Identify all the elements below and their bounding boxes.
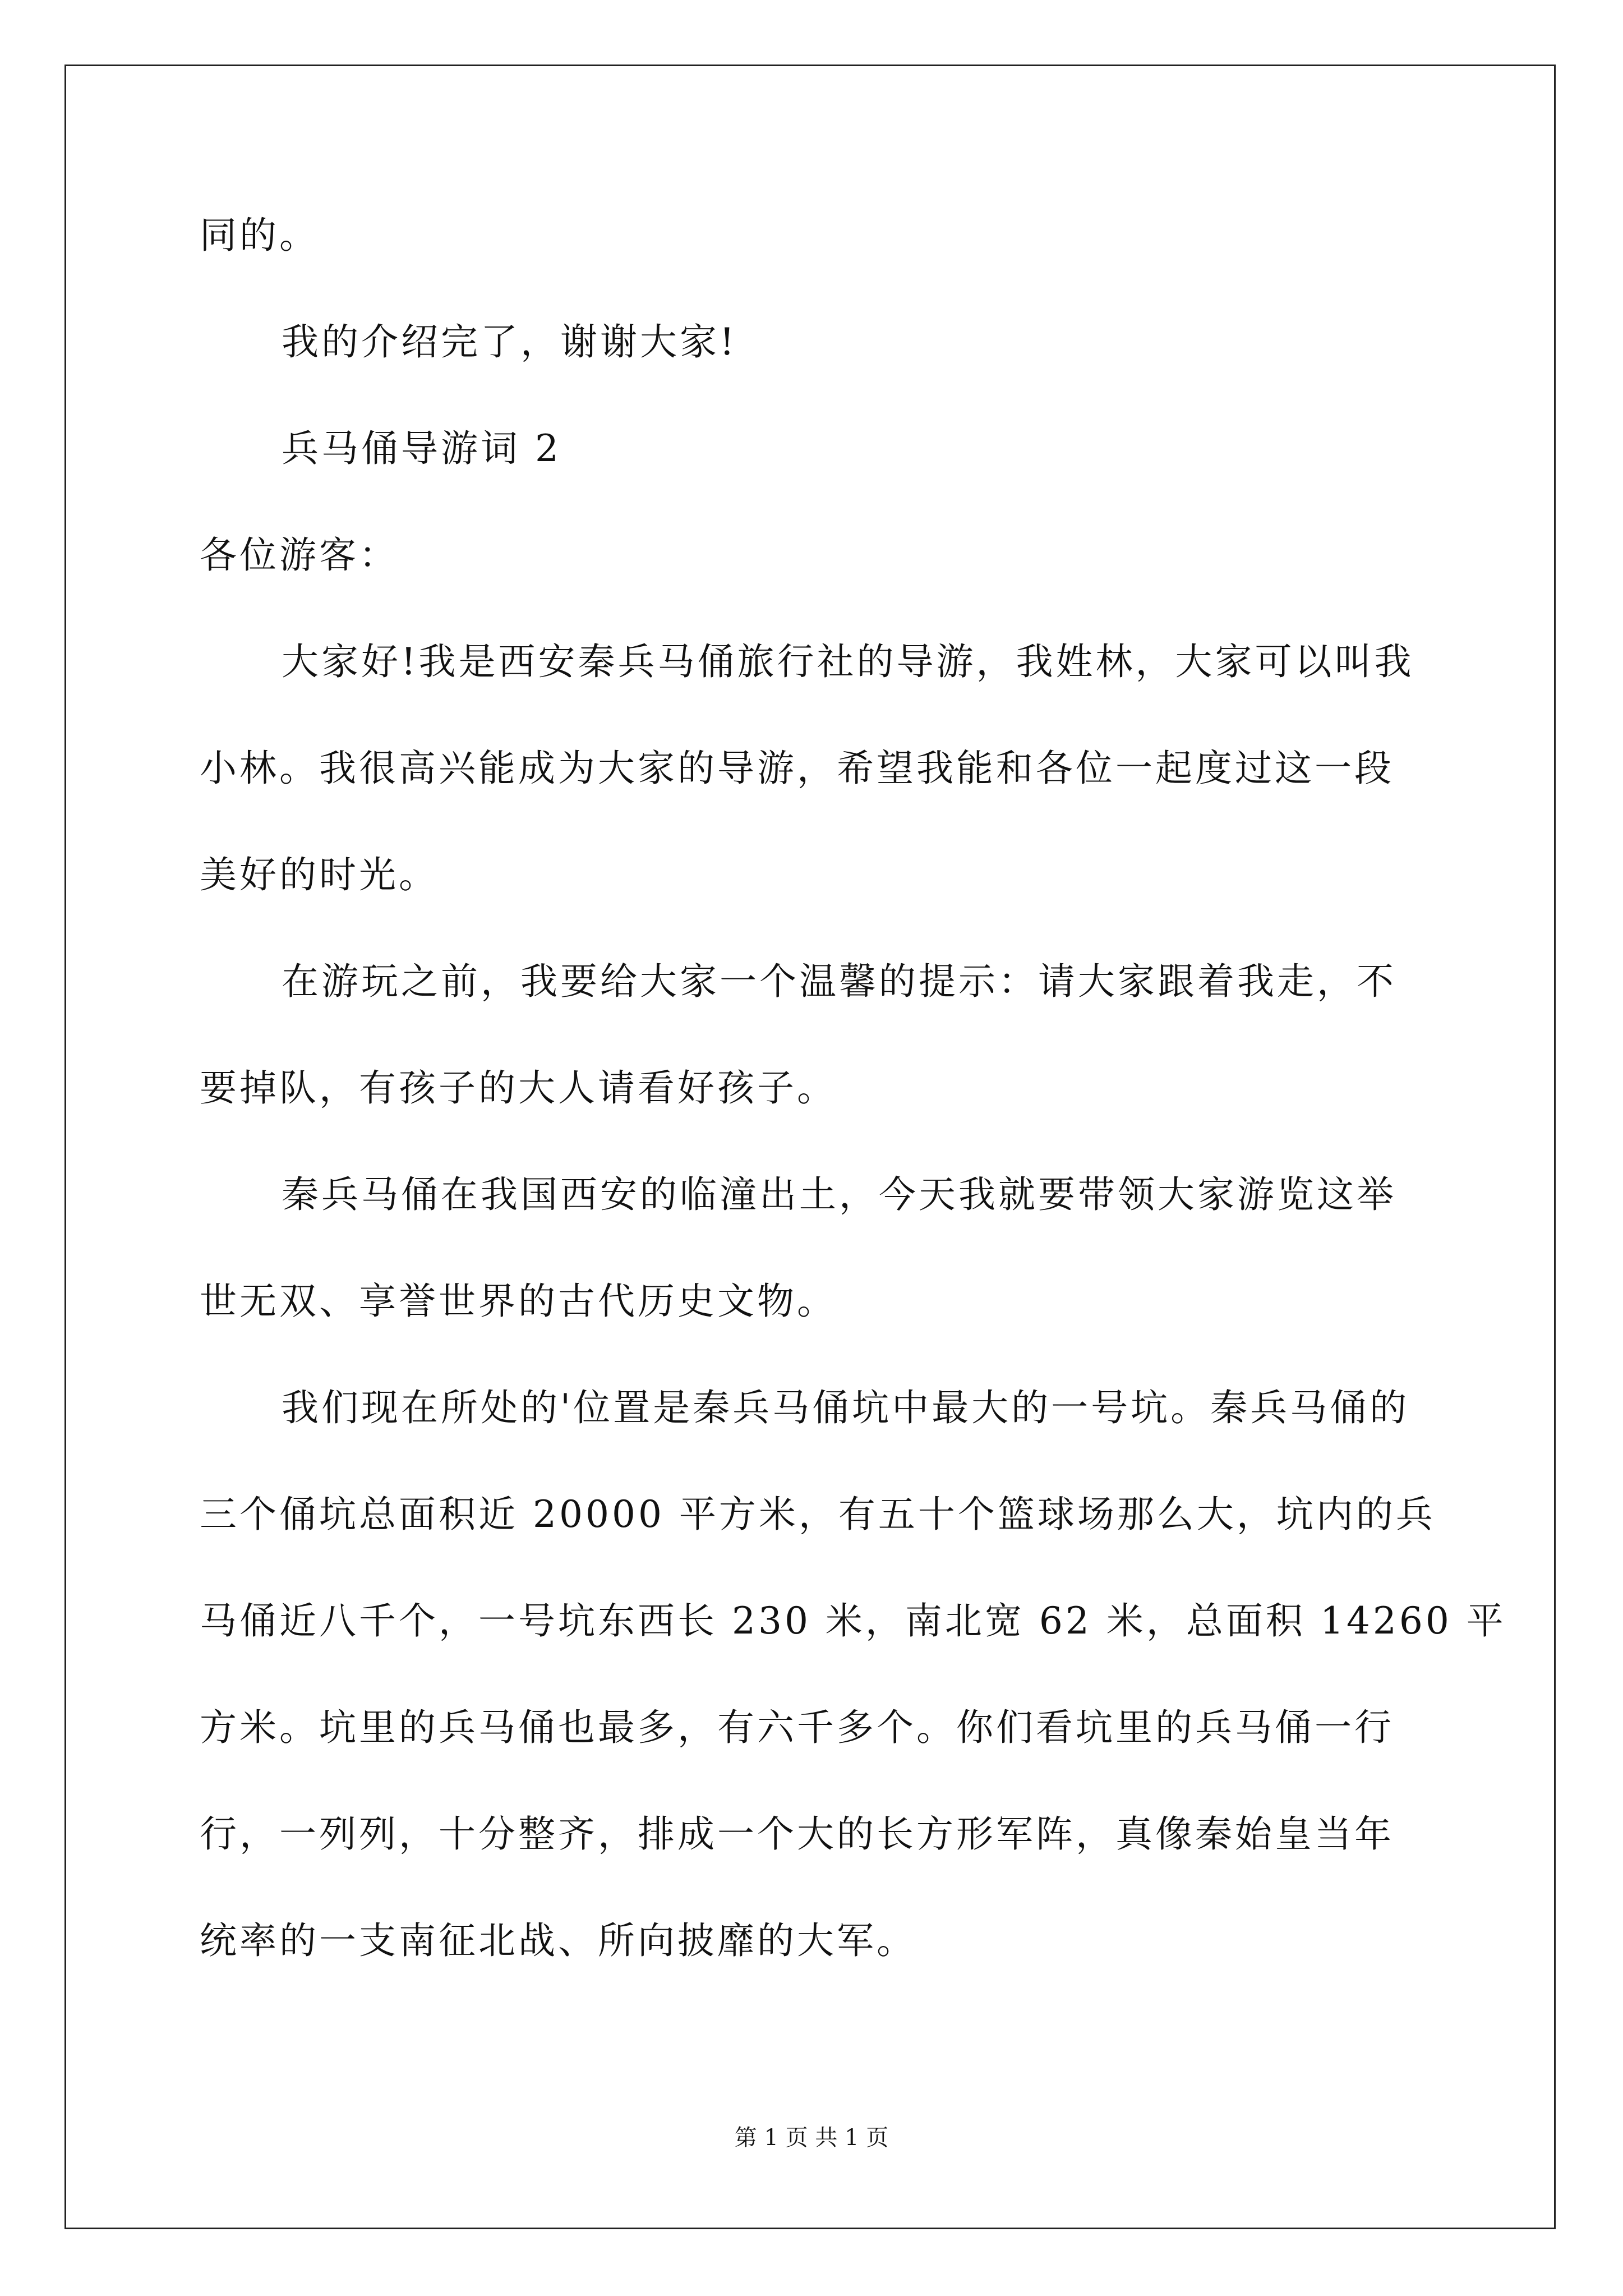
text-line: 世无双、享誉世界的古代历史文物。 [200, 1280, 837, 1323]
text-line: 要掉队，有孩子的大人请看好孩子。 [200, 1066, 837, 1110]
text-line: 马俑近八千个，一号坑东西长 230 米，南北宽 62 米，总面积 14260 平 [200, 1599, 1506, 1642]
text-line: 大家好!我是西安秦兵马俑旅行社的导游，我姓林，大家可以叫我 [282, 640, 1414, 683]
text-line: 我们现在所处的'位置是秦兵马俑坑中最大的一号坑。秦兵马俑的 [282, 1386, 1410, 1429]
page-border [64, 65, 1556, 2229]
text-line: 美好的时光。 [200, 853, 439, 896]
text-line: 方米。坑里的兵马俑也最多，有六千多个。你们看坑里的兵马俑一行 [200, 1706, 1394, 1749]
text-line: 三个俑坑总面积近 20000 平方米，有五十个篮球场那么大，坑内的兵 [200, 1493, 1436, 1536]
text-line: 统率的一支南征北战、所向披靡的大军。 [200, 1919, 916, 1962]
text-line: 在游玩之前，我要给大家一个温馨的提示：请大家跟着我走，不 [282, 960, 1396, 1003]
text-line: 同的。 [200, 214, 319, 257]
text-line: 秦兵马俑在我国西安的临潼出土，今天我就要带领大家游览这举 [282, 1173, 1396, 1216]
text-line: 行，一列列，十分整齐，排成一个大的长方形军阵，真像秦始皇当年 [200, 1812, 1394, 1856]
salutation: 各位游客： [200, 533, 399, 577]
section-title: 兵马俑导游词 2 [282, 427, 561, 470]
text-line: 小林。我很高兴能成为大家的导游，希望我能和各位一起度过这一段 [200, 747, 1394, 790]
text-line: 我的介绍完了，谢谢大家! [282, 320, 737, 364]
page-footer: 第 1 页 共 1 页 [734, 2125, 889, 2151]
